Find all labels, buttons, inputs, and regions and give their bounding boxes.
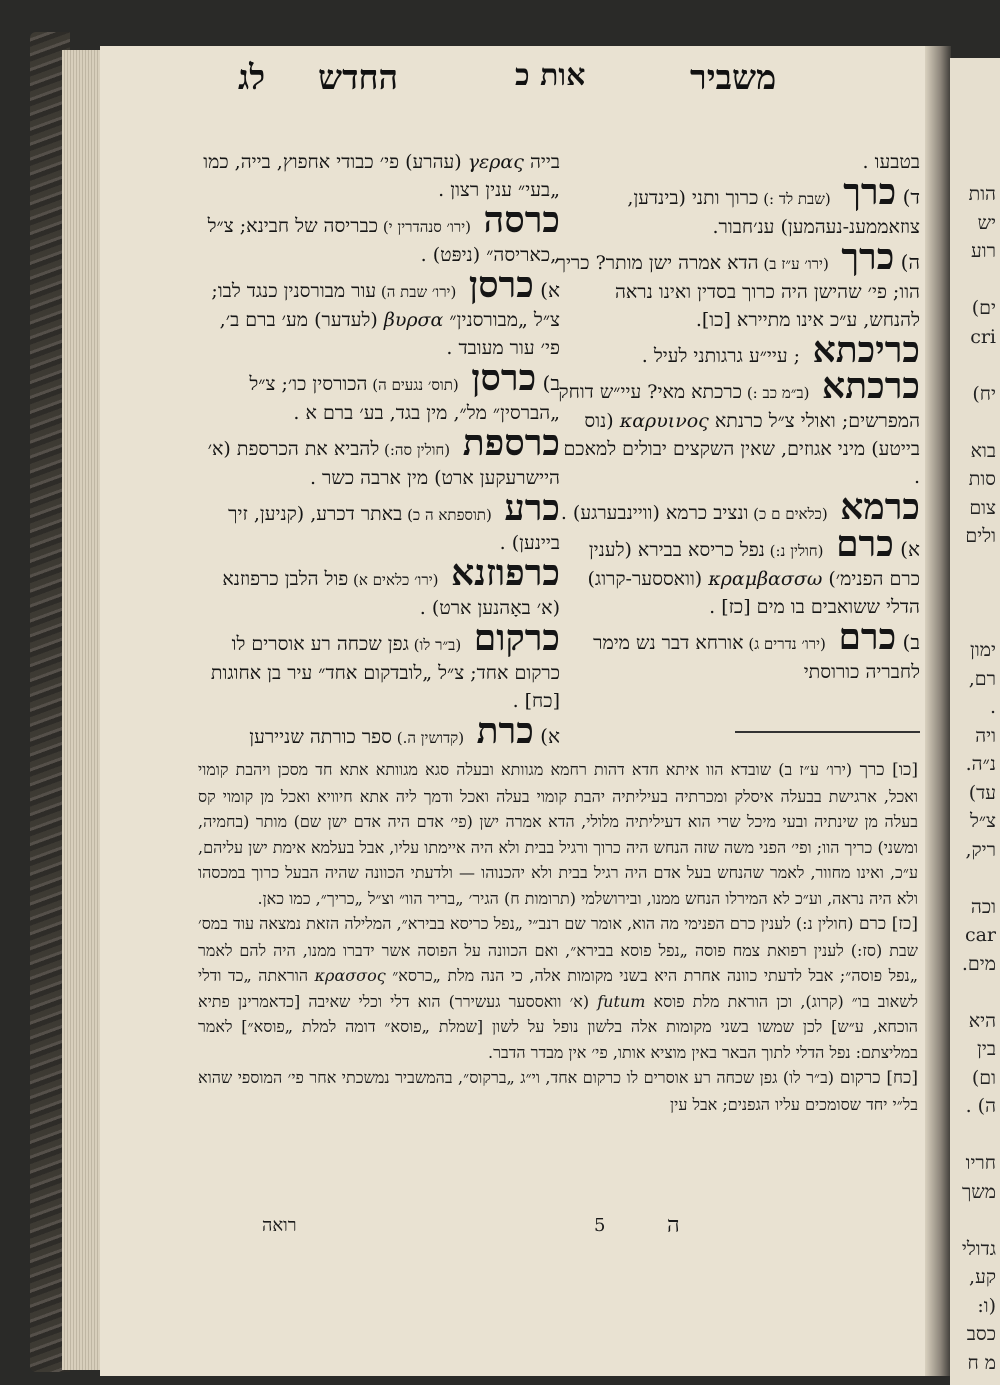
- footer-catchword: רואה: [262, 1215, 297, 1236]
- entry-text: כרוך ותני (בינדען, צוזאממענ-נעהמען) ענ׳חבור.: [627, 187, 920, 238]
- next-page-fragment: היא: [968, 1009, 996, 1032]
- footer-page-number: 5: [594, 1215, 606, 1236]
- entry-headword: כרך: [828, 236, 895, 278]
- entry-reference: (קדושין ה.): [391, 729, 465, 747]
- next-page-fragment: cri: [970, 325, 996, 348]
- entry-reference: (חולין סה:): [379, 441, 451, 459]
- entry-headword: כרספת: [450, 422, 560, 464]
- next-page-fragment: ה) .: [965, 1095, 996, 1117]
- next-page-fragment: ויה: [975, 724, 996, 747]
- footnote-rule: [735, 731, 920, 733]
- entry-text: גפן שכחה רע אוסרים לו כרקום אחד; צ״ל „לובדקום אחד״ עיר בן אחוגות [כח] .: [210, 633, 560, 712]
- next-page-fragment: ריק,: [965, 838, 996, 861]
- next-page-fragment: רם,: [968, 667, 996, 690]
- entry-text: כרכתא מאי? עיי״ש דוחק המפרשים; ואולי צ״ל כרנתא καρυινος (נוס בייטע) מיני אגוזים, שאין השקצים יבולים למאכם .: [558, 381, 920, 488]
- next-page-fragment: סות: [968, 468, 996, 490]
- entry-headword: כרכתא: [809, 365, 920, 407]
- entry-reference: (ירו׳ כלאים א): [348, 571, 439, 589]
- header-letter-section: אות כ: [515, 58, 586, 93]
- entry-reference: (חולין נ:): [764, 542, 824, 560]
- entry-headword: כרמא: [827, 486, 920, 528]
- next-page-fragment: יח): [972, 382, 996, 405]
- dictionary-entry: [195, 487, 560, 557]
- next-page-fragment: צ״ל: [969, 810, 996, 832]
- dictionary-entry: [195, 357, 560, 427]
- entry-reference: (ב״ר לו): [408, 636, 462, 654]
- footnote-text: (ירו׳ ע״ז ב) שובדא הוו איתא חדא דהות רחמא מגוותא ובעלה סגא מגוותא אתא חד מסכן ויהבת קומוי ואכל, ארגישת בבעלה איסלק ומכרתיה בעיליתיה יהבת קומוי בעלה ואכל ודמך ליה אתא חיוויא ואכל מן קומוי קס בעלה מן שינתיה ובעי מיכל שרי הוא דעיליתיה מלולי, הדא אמרה ישן (פי׳ אדם היה אדם ישן שם) מותר (בחמיה, ומשני) כריך הוו; ופי׳ הפני משה שזה הנחש היה כרוך ורגיל בבית ולא היה איימתו עליו, אבל בעלמא אימת ישן עליהם, ע״כ, ואינו מחוור, לאמר שהנחש בעל אדם היה רגיל בבית ולא יהכנוהו — ולדעתי הכוונה שהיה הבעל כרוך במכסהו ולא היה נראה, וע״כ לא המירלו הנחש ממנו, ובירושלמי (תרומות ח) הגיר׳ „בריר הוו״ וצ״ל „כריך״, כמו כאן.: [198, 760, 919, 908]
- next-page-fragment: .: [989, 696, 996, 718]
- entry-index: א): [893, 537, 920, 561]
- entry-headword: כרסה: [471, 199, 560, 241]
- entry-text: ; עיי״ע גרגותני לעיל .: [641, 345, 801, 367]
- footnote-text: (חולין נ:) לענין כרם הפנימי מה הוא, אומר שם רנב״י „נפל כריסא בבירא״, המלילה הזאת נמצאה עוד במס׳ שבת (סז:) לענין רפואת צמח פוסה „נפל פוסא בבירא״, ואם הכוונה על הפוסה אשר ידברו ממנו, היה להם לאמר „נפל פוסה״; אבל לדעתי כוונה אחרת היא בשני מקומות אלה, כי הנה מלת „כרסא״ κρασσος הוראתה „כד ודלי לשאוב בו״ (קרוג), וכן הוראת מלת פוסא futum (א׳ וואססער געשירר) הוא דלי וכלי שאיבה [כדאמרינן פתיא הוכחא, ע״ש] לכן שמשו בשני מקומות אלה בלשון נופל על לשון [שמלת „פוסא״ דומה למלת „פוסא״] לאמר במליצתם: נפל הדלי לתוך הבאר באין מוציא אותו, פי׳ אין מבדר הדבר.: [198, 914, 919, 1062]
- entry-index: א): [533, 278, 560, 302]
- next-page-fragment: ום): [971, 1066, 996, 1089]
- dictionary-entry: [195, 422, 560, 492]
- dictionary-entry: [555, 523, 920, 621]
- book-gutter: [925, 46, 951, 1376]
- entry-reference: (ירו׳ נדרים ג): [743, 635, 826, 653]
- entry-index: א): [533, 724, 560, 748]
- header-word-hachadash: החדש: [318, 58, 399, 98]
- dictionary-entry: [195, 199, 560, 269]
- entry-reference: (כלאים ם כ): [748, 505, 828, 523]
- left-column: [195, 148, 560, 753]
- entry-headword: כרם: [823, 523, 894, 565]
- entry-text: ספר כורתה שניירען: [249, 726, 392, 748]
- dictionary-entry: [555, 616, 920, 686]
- entry-text: ונציב כרמא (וויינבערגע) .: [560, 502, 749, 524]
- entry-text: פול הלבן כרפוזנא (א׳ באָהנען ארט) .: [222, 568, 560, 619]
- header-page-number: לג: [238, 58, 266, 98]
- footnote-text: (ב״ר לו) גפן שכחה רע אוסרים לו כרקום אחד, וי״ג „ברקוס״, בהמשביר נמשכתי אחר פי׳ המוספי שהוא בל״י יחד שסומכים עליו הגפנים; אבל עין: [198, 1068, 918, 1114]
- entry-reference: (ירו׳ סנהדרין י): [378, 218, 471, 236]
- next-page-fragment: נ״ה.: [965, 753, 996, 775]
- entry-index: ב): [896, 630, 920, 654]
- next-page-fragment: גדולי: [961, 1237, 996, 1260]
- dictionary-entry: [195, 264, 560, 362]
- next-page-fragment: רוע: [971, 240, 996, 262]
- entry-reference: (ב״מ כב :): [742, 384, 810, 402]
- entry-text: אורחא דבר נש מימר לחבריה כורוסתי: [593, 632, 920, 683]
- next-page-fragment: יש: [977, 211, 996, 234]
- entry-headword: כרקום: [461, 617, 560, 659]
- next-page-fragment: מ ח: [967, 1351, 996, 1374]
- entry-text: בטבעו .: [862, 151, 920, 173]
- next-page-fragment: בין: [977, 1038, 996, 1060]
- footnote-label: [כו] כרך: [852, 760, 918, 780]
- entry-text: באתר דכרע, (קניען, זיך ביינען) .: [228, 503, 560, 554]
- next-page-fragment: כסב: [966, 1323, 996, 1345]
- entry-headword: כרך: [830, 171, 897, 213]
- entry-reference: (תוספתא ה כ): [402, 506, 492, 524]
- entry-index: ה): [894, 250, 920, 274]
- footnote-label: [כח] כרקום: [834, 1068, 918, 1088]
- entry-headword: כרסן: [458, 357, 537, 399]
- next-page-fragment: חריו: [965, 1152, 996, 1174]
- entry-headword: כרפוזנא: [438, 552, 560, 594]
- entry-text: להביא את הכרספת (א׳ היישרעקען ארט) מין ארבה כשר .: [207, 438, 560, 489]
- entry-reference: (ירו׳ ע״ז ב): [758, 255, 829, 273]
- entry-headword: כריכתא: [800, 329, 920, 371]
- dictionary-entry: [555, 171, 920, 241]
- entry-text: הדא אמרה ישן מותר? כריך הוו; פי׳ שהישן היה כרוך בסדין ואינו נראה להנחש, ע״כ אינו מתיירא [כו].: [556, 252, 920, 331]
- dictionary-entry: [195, 552, 560, 622]
- next-page-fragment: קע,: [969, 1266, 996, 1288]
- entry-reference: (שבת לד :): [758, 190, 831, 208]
- entry-reference: (תוס׳ נגעים ה): [367, 376, 459, 394]
- next-page-fragment: (ו:: [977, 1294, 996, 1317]
- dictionary-entry: [195, 148, 560, 204]
- next-page-fragment: ים): [971, 297, 996, 319]
- footnote: [198, 757, 918, 911]
- footnote: [198, 911, 918, 1065]
- next-page-fragment: צום: [969, 496, 996, 519]
- entry-headword: כרע: [491, 487, 560, 529]
- entry-headword: כרסן: [456, 264, 534, 306]
- next-page-fragment: ימון: [970, 639, 996, 661]
- header-book-title: משביר: [690, 58, 777, 98]
- entry-index: ד): [896, 185, 920, 209]
- entry-reference: (ירו׳ שבת ה): [376, 283, 457, 301]
- next-page-fragment: הות: [968, 183, 996, 205]
- next-page-fragment: וכה: [970, 895, 996, 918]
- entry-headword: כרם: [825, 616, 897, 658]
- footnote-label: [כז] כרם: [853, 914, 919, 934]
- dictionary-entry: [195, 617, 560, 715]
- entry-text: כבריסה של חבינא; צ״ל „כאריסה״ (ניפּט) .: [207, 215, 560, 266]
- next-page-fragment: car: [964, 924, 996, 946]
- next-page-fragment: מים.: [961, 952, 996, 975]
- right-column: [555, 148, 920, 687]
- dictionary-entry: [195, 710, 560, 752]
- entry-text: נפל כריסא בבירא (לענין כרם הפנימ׳) κραμβασσω (וואססער-קרוג) הדלי ששואבים בו מים [כז] .: [587, 539, 920, 618]
- entry-text: הכורסין כו׳; צ״ל „הברסין״ מל״, מין בגד, בע׳ ברם א .: [249, 373, 560, 424]
- dictionary-entry: [555, 365, 920, 491]
- footer-signature: ה: [667, 1213, 680, 1238]
- next-page-fragment: עד): [968, 781, 996, 804]
- entry-headword: כרת: [464, 710, 534, 752]
- next-page-strip: [950, 58, 1000, 1385]
- next-page-fragment: בוא: [970, 439, 996, 462]
- dictionary-entry: [555, 236, 920, 334]
- entry-index: ב): [536, 371, 560, 395]
- next-page-fragment: משך: [961, 1180, 996, 1203]
- entry-text: עור מבורסנין כנגד לבו; צ״ל „מבורסנין״ βυρσα (לעדער) מע׳ ברם ב׳, פי׳ עור מעובד .: [211, 280, 560, 359]
- entry-text: בייה γερας (עהרע) פי׳ כבודי אחפוץ, בייה, כמו „בעי״ ענין רצון .: [203, 151, 560, 201]
- footnote: [198, 1065, 918, 1117]
- footnotes: [198, 757, 918, 1117]
- next-page-fragment: ולים: [965, 525, 996, 547]
